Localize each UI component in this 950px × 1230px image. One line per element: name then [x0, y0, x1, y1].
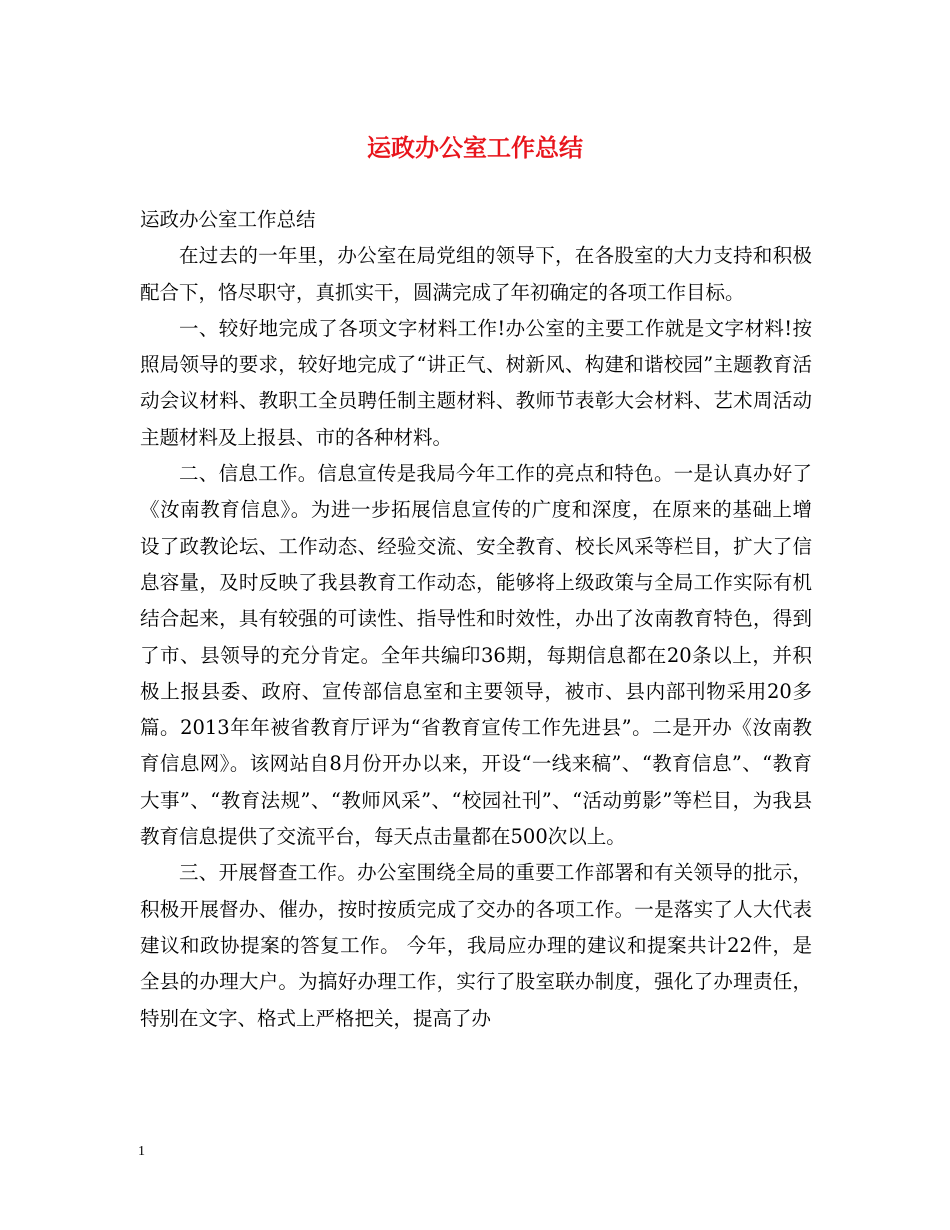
- page-number: 1: [138, 1144, 145, 1159]
- document-body: [140, 202, 812, 1037]
- document-title: 运政办公室工作总结: [367, 133, 583, 162]
- paragraph-section-3: 三、开展督查工作。办公室围绕全局的重要工作部署和有关领导的批示，积极开展督办、催办，按时按质完成了交办的各项工作。一是落实了人大代表建议和政协提案的答复工作。 今年，我局应办理的建议和提案共计22件，是全县的办理大户。为搞好办理工作，实行了股室联办制度，强化了办理责任，特别在文字、格式上严格把关，提高了办: [140, 861, 812, 1030]
- document-subtitle: 运政办公室工作总结: [140, 208, 316, 231]
- paragraph-intro: 在过去的一年里，办公室在局党组的领导下，在各股室的大力支持和积极配合下，恪尽职守，真抓实干，圆满完成了年初确定的各项工作目标。: [140, 244, 812, 304]
- paragraph-section-2: 二、信息工作。信息宣传是我局今年工作的亮点和特色。一是认真办好了《汝南教育信息》。为进一步拓展信息宣传的广度和深度，在原来的基础上增设了政教论坛、工作动态、经验交流、安全教育、校长风采等栏目，扩大了信息容量，及时反映了我县教育工作动态，能够将上级政策与全局工作实际有机结合起来，具有较强的可读性、指导性和时效性，办出了汝南教育特色，得到了市、县领导的充分肯定。全年共编印36期，每期信息都在20条以上，并积极上报县委、政府、宣传部信息室和主要领导，被市、县内部刊物采用20多篇。2013年年被省教育厅评为“省教育宣传工作先进县”。二是开办《汝南教育信息网》。该网站自8月份开办以来，开设“一线来稿”、“教育信息”、“教育大事”、“教育法规”、“教师风采”、“校园社刊”、“活动剪影”等栏目，为我县教育信息提供了交流平台，每天点击量都在500次以上。: [140, 462, 812, 849]
- paragraph-section-1: 一、较好地完成了各项文字材料工作!办公室的主要工作就是文字材料!按照局领导的要求，较好地完成了“讲正气、树新风、构建和谐校园”主题教育活动会议材料、教职工全员聘任制主题材料、教师节表彰大会材料、艺术周活动主题材料及上报县、市的各种材料。: [140, 316, 812, 449]
